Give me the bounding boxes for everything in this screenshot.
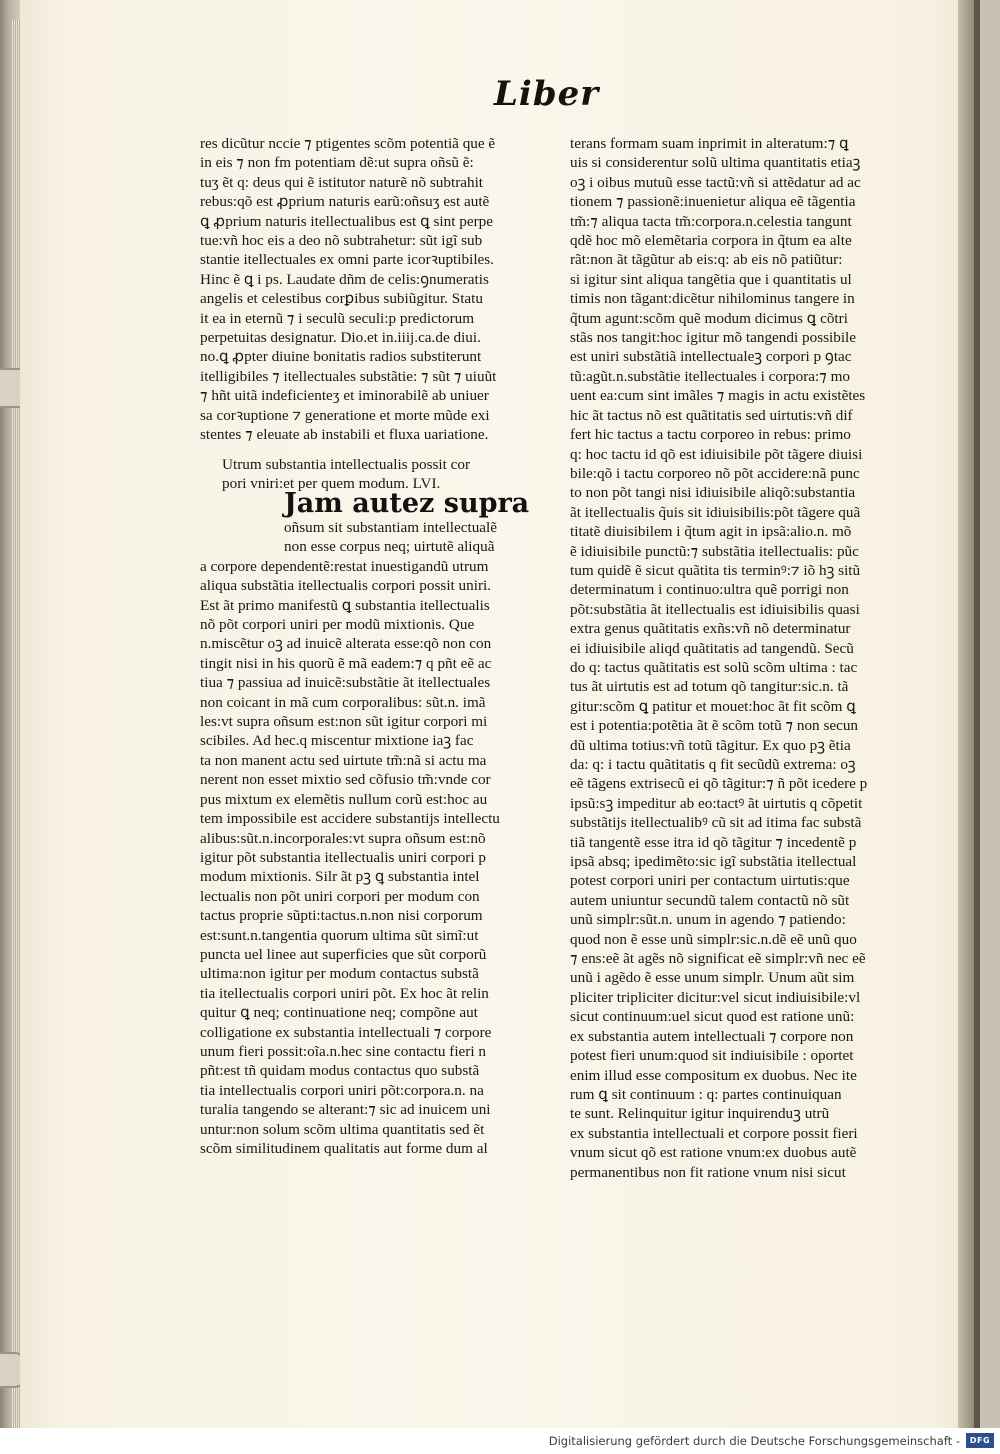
text-line: no.ꝗ ꝓpter diuine bonitatis radios substiterunt [200,348,482,366]
text-line: perpetuitas designatur. Dio.et in.iiij.ca.de diui. [200,329,481,347]
text-line: angelis et celestibus corꝑibus subiũgitur. Statu [200,290,483,308]
text-line: tuʒ ẽt q: deus qui ẽ istitutor naturẽ nõ subtrahit [200,173,484,191]
text-line: turalia tangendo se alterant:⁊ sic ad inuicem uni [200,1101,491,1119]
text-line: non coicant in mã cum corporalibus: sũt.n. imã [200,693,486,711]
text-line: pliciter tripliciter dicitur:vel sicut indiuisibile:vl [570,988,861,1006]
text-line: tactus proprie sũpti:tactus.n.non nisi corporum [200,907,483,925]
text-line: tus ãt uirtutis est ad totum qõ tangitur:sic.n. tã [570,678,849,696]
text-line: uis si considerentur solũ ultima quantitatis etiaꝫ [570,154,861,172]
funding-credit: Digitalisierung gefördert durch die Deutsche Forschungsgemeinschaft - [548,1434,960,1448]
text-line: unũ i agẽdo ẽ esse unum simplr. Unum aũt sim [570,969,855,987]
text-line: põt:substãtia ãt itellectualis est idiuisibilis quasi [570,600,860,618]
text-line: tia intellectualis corpori uniri põt:corpora.n. na [200,1081,484,1099]
text-line: oñsum sit substantiam intellectualẽ [284,519,498,536]
text-line: rãt:non ãt tãgũtur ab eis:q: ab eis nõ patiũtur: [570,251,843,269]
text-line: nõ põt corpori uniri per modũ mixtionis. Que [200,616,475,634]
text-line: stãs nos tangit:hoc igitur mõ tangendi possibile [570,329,857,347]
text-line: scibiles. Ad hec.q miscentur mixtione iaꝫ fac [200,732,474,750]
text-line: rum ꝗ sit continuum : q: partes continuiquan [570,1085,842,1103]
text-line: dũ ultima totius:vñ totũ tãgitur. Ex quo pꝫ ẽtia [570,736,851,754]
text-line: substãtijs itellectualibꝰ cũ sit ad itima fac substã [570,814,862,832]
text-line: ei idiuisibile aliqd quãtitatis ad tangendũ. Secũ [570,639,854,657]
text-line: potest fieri unum:quod sit indiuisibile : oportet [570,1047,854,1065]
text-line: q: hoc tactu id qõ est idiuisibile põt tãgere diuisi [570,445,863,463]
text-line: puncta uel linee aut superficies que sũt corporũ [200,945,487,963]
text-line: Utrum substantia intellectualis possit cor [222,456,471,473]
text-line: extra genus quãtitatis exñs:vñ nõ determinatur [570,620,851,638]
text-line: untur:non solum scõm ultima quantitatis sed ẽt [200,1120,485,1138]
text-line: les:vt supra oñsum est:non sũt igitur corpori mi [200,713,488,731]
text-line: ãt itellectualis q̃uis sit idiuisibilis:põt tãgere quã [570,503,861,521]
chapter-initial: Jam autez supra [284,488,530,519]
text-line: scõm similitudinem qualitatis aut forme dum al [200,1140,488,1157]
text-line: qdẽ hoc mõ elemẽtaria corpora in q̃tum ea alte [570,232,852,250]
text-line: itelligibiles ⁊ itellectuales substãtie: ⁊ sũt ⁊ uiuũt [200,367,497,385]
text-line: ex substantia autem intellectuali ⁊ corpore non [570,1027,854,1045]
text-line: lectualis non põt uniri corpori per modum con [200,887,480,905]
chapter-body [200,490,530,1158]
text-line: terans formam suam inprimit in alteratum:⁊ ꝗ [570,135,849,152]
text-line: quod non ẽ esse unũ simplr:sic.n.dẽ eẽ unũ quo [570,930,857,948]
text-line: sa corꝛuptione ⁊ generatione et morte mũde exi [200,406,490,424]
book-gutter [0,0,22,1454]
text-line: tũ:agũt.n.substãtie itellectuales i corpora:⁊ mo [570,367,851,385]
text-line: tia itellectualis corpori uniri põt. Ex hoc ãt relin [200,984,489,1002]
text-line: vnum sicut qõ est ratione vnum:ex duobus autẽ [570,1144,857,1162]
running-head: Liber [494,74,600,114]
text-line: in eis ⁊ non fm potentiam dẽ:ut supra oñsũ ẽ: [200,154,474,172]
text-line: rebus:qõ est ꝓprium naturis earũ:oñsuʒ est autẽ [200,193,490,211]
text-line: alibus:sũt.n.incorporales:vt supra oñsum est:nõ [200,829,486,847]
text-line: enim illud esse compositum ex duobus. Nec ite [570,1066,857,1084]
text-line: ultima:non igitur per modum contactus substã [200,965,479,983]
text-line: ⁊ ens:eẽ ãt agẽs nõ significat eẽ simplr:vñ nec eẽ [570,950,866,968]
text-line: est:sunt.n.tangentia quorum ultima sũt simĩ:ut [200,926,479,944]
text-line: tionem ⁊ passionẽ:inuenietur aliqua eẽ tãgentia [570,193,856,211]
text-line: hic ãt tactus nõ est quãtitatis sed uirtutis:vñ dif [570,406,853,424]
text-line: tum quidẽ ẽ sicut quãtita tis terminꝰ:⁊ iõ hꝫ sitũ [570,561,861,579]
text-line: ta non manent actu sed uirtute tm̃:nã si actu ma [200,751,487,769]
text-line: autem uniuntur secundũ talem contactũ nõ sũt [570,891,850,909]
text-line: unum fieri possit:oĩa.n.hec sine contactu fieri n [200,1042,486,1060]
text-line: ẽ idiuisibile punctũ:⁊ substãtia itellectualis: pũc [570,542,859,560]
text-line: q̃tum agunt:scõm quẽ modum dicimus ꝗ cõtri [570,309,848,327]
text-line: tiua ⁊ passiua ad inuicẽ:substãtie ãt itellectuales [200,674,491,692]
text-line: a corpore dependentẽ:restat inuestigandũ utrum [200,557,489,575]
right-column [570,134,900,1182]
text-line: uent ea:cum sint imãles ⁊ magis in actu existẽtes [570,387,866,405]
text-line: Hinc ẽ ꝗ i ps. Laudate dñm de celis:ꝯnumeratis [200,270,489,288]
text-line: stantie itellectuales ex omni parte icorꝛuptibiles. [200,251,494,269]
text-line: tiã tangentẽ esse itra id qõ tãgitur ⁊ incedentẽ p [570,833,857,851]
text-line: est i potentia:potẽtia ãt ẽ scõm totũ ⁊ non secun [570,717,859,735]
text-line: non esse corpus neq; uirtutẽ aliquã [284,538,495,556]
text-line: titatẽ diuisibilem i q̃tum agit in ipsã:alio.n. mõ [570,523,852,541]
text-line: aliqua substãtia itellectualis corpori possit uniri. [200,577,492,595]
text-line: determinatum i continuo:ultra quẽ porrigi non [570,581,849,599]
text-line: da: q: i tactu quãtitatis q fit secũdũ extrema: oꝫ [570,756,856,773]
text-line: sicut continuum:uel sicut quod est ratione unũ: [570,1008,855,1026]
page-edge [958,0,980,1428]
text-line: si igitur sint aliqua tangẽtia que i quantitatis ul [570,270,852,288]
text-line: n.miscẽtur oꝫ ad inuicẽ alterata esse:qõ non con [200,635,492,653]
text-line: unũ simplr:sũt.n. unum in agendo ⁊ patiendo: [570,911,846,929]
text-line: pus mixtum ex elemẽtis nullum corũ est:hoc au [200,790,488,808]
text-line: bile:qõ i tactu corporeo nõ põt accidere:nã punc [570,464,860,482]
text-line: colligatione ex substantia intellectuali ⁊ corpore [200,1023,492,1041]
text-line: do q: tactus quãtitatis est solũ scõm ultima : tac [570,658,858,676]
text-line: ex substantia intellectuali et corpore possit fieri [570,1124,858,1142]
text-line: ipsã absq; ipedimẽto:sic igĩ substãtia itellectual [570,853,857,871]
text-line: permanentibus non fit ratione vnum nisi sicut [570,1163,846,1181]
text-line: timis non tãgant:dicẽtur nihilominus tangere in [570,290,855,308]
text-line: ipsũ:sꝫ impeditur ab eo:tactꝰ ãt uirtutis q cõpetit [570,794,863,812]
book-cover-edge [974,0,980,1428]
text-line: Est ãt primo manifestũ ꝗ substantia itellectualis [200,596,490,614]
footer-bar [0,1428,1000,1454]
text-line: quitur ꝗ neq; continuatione neq; compõne aut [200,1004,478,1022]
text-line: pori vniri:et per quem modum. LVI. [222,475,441,493]
text-line: est uniri substãtiã intellectualeꝫ corpori p ꝯtac [570,348,852,366]
text-line: fert hic tactus a tactu corporeo in rebus: primo [570,426,851,444]
text-line: potest corpori uniri per contactum uirtutis:que [570,872,850,890]
text-line: stentes ⁊ eleuate ab instabili et fluxa uariatione. [200,426,489,444]
text-line: te sunt. Relinquitur igitur inquirenduꝫ utrũ [570,1105,830,1123]
text-line: to non põt tangi nisi idiuisibile aliqõ:substantia [570,484,856,502]
text-line: modum mixtionis. Silr ãt pꝫ ꝗ substantia intel [200,868,480,886]
text-line: tingit nisi in his quorũ ẽ mã eadem:⁊ q pñt eẽ ac [200,654,492,672]
text-line: tm̃:⁊ aliqua tacta tm̃:corpora.n.celestia tangunt [570,212,852,230]
text-line: gitur:scõm ꝗ patitur et mouet:hoc ãt fit scõm ꝗ [570,697,856,715]
dfg-logo: DFG [966,1433,994,1448]
text-line: it ea in eternũ ⁊ i seculũ seculi:p predictorum [200,309,475,327]
text-line: ⁊ hñt uitã indeficienteʒ et iminorabilẽ ab uniuer [200,387,489,405]
text-line: ꝗ ꝓprium naturis itellectualibus est ꝗ sint perpe [200,212,493,230]
text-line: eẽ tãgens extrisecũ ei qõ tãgitur:⁊ ñ põt icedere p [570,775,868,793]
text-line: pñt:est tñ quidam modus contactus quo substã [200,1062,480,1080]
text-line: tem impossibile est accidere substantijs intellectu [200,810,500,828]
left-column-top [200,134,530,445]
text-line: tue:vñ hoc eis a deo nõ subtrahetur: sũt igĩ sub [200,232,483,250]
text-line: res dicũtur nccie ⁊ ptigentes scõm potentiã que ẽ [200,135,496,152]
text-line: oꝫ i oibus mutuũ esse tactũ:vñ si attẽdatur ad ac [570,173,861,191]
text-line: igitur põt substantia itellectualis uniri corpori p [200,848,486,866]
text-line: nerent non esset mixtio sed cõfusio tm̃:vnde cor [200,771,491,789]
